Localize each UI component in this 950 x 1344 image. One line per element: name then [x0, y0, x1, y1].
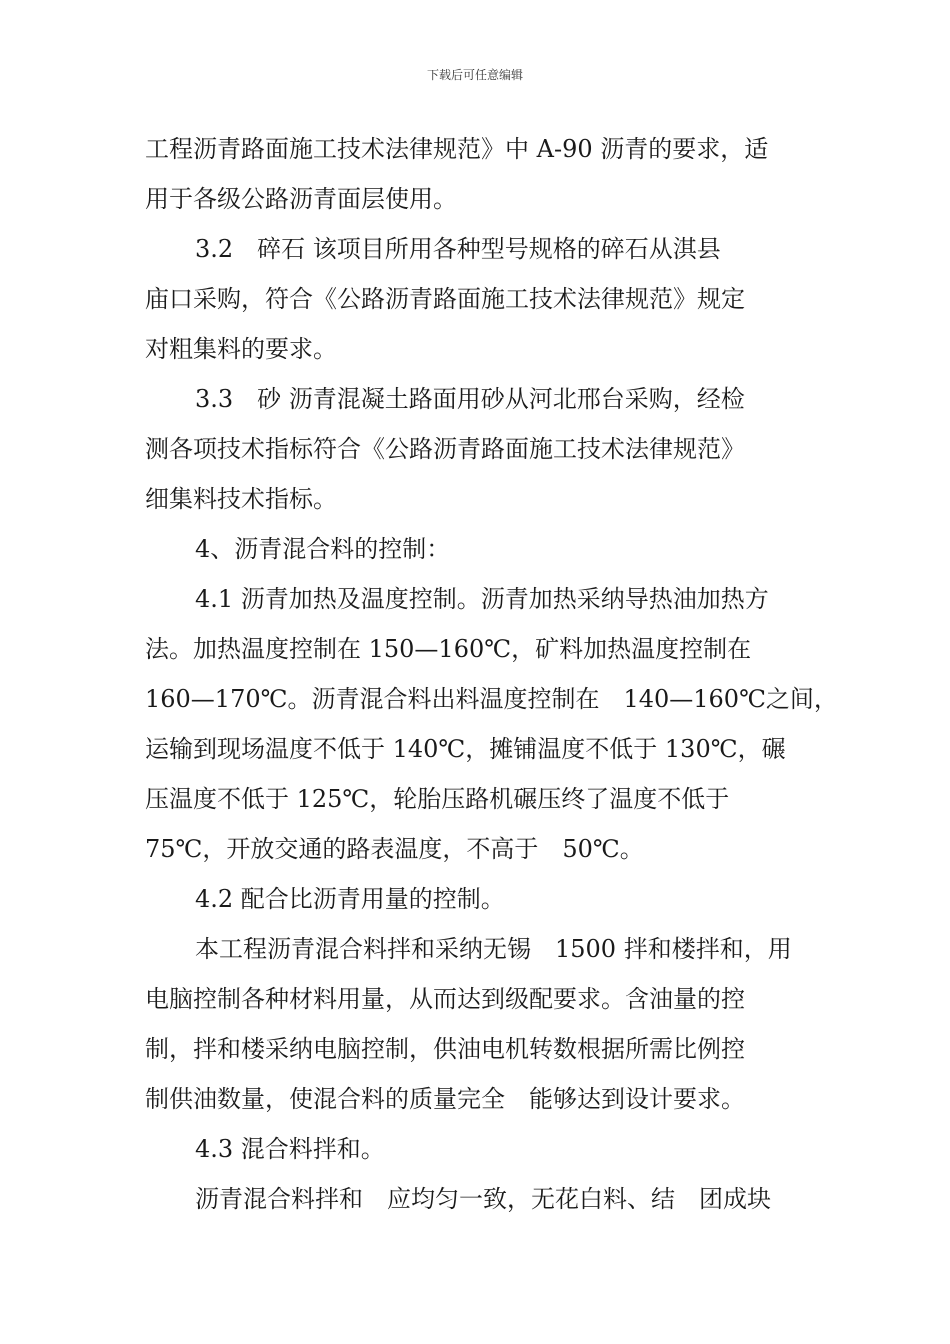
- text-line: 制，拌和楼采纳电脑控制，供油电机转数根据所需比例控: [145, 1035, 745, 1063]
- text-line: 测各项技术指标符合《公路沥青路面施工技术法律规范》: [145, 435, 745, 463]
- section-4-3-heading: 4.3 混合料拌和。: [195, 1135, 385, 1163]
- text-line: 75℃，开放交通的路表温度，不高于 50℃。: [145, 835, 644, 863]
- text-line: 本工程沥青混合料拌和采纳无锡 1500 拌和楼拌和，用: [195, 935, 792, 963]
- text-line: 对粗集料的要求。: [145, 335, 337, 363]
- text-line: 制供油数量，使混合料的质量完全 能够达到设计要求。: [145, 1085, 745, 1113]
- text-line: 运输到现场温度不低于 140℃，摊铺温度不低于 130℃，碾: [145, 735, 786, 763]
- text-line: 电脑控制各种材料用量，从而达到级配要求。含油量的控: [145, 985, 745, 1013]
- section-4-heading: 4、沥青混合料的控制：: [195, 535, 451, 563]
- text-line: 工程沥青路面施工技术法律规范》中 A-90 沥青的要求，适: [145, 135, 769, 163]
- page-header: 下载后可任意编辑: [426, 68, 523, 82]
- text-line: 沥青混合料拌和 应均匀一致，无花白料、结 团成块: [195, 1185, 771, 1213]
- section-3-2-line: 3.2 碎石 该项目所用各种型号规格的碎石从淇县: [195, 235, 721, 263]
- section-3-3-line: 3.3 砂 沥青混凝土路面用砂从河北邢台采购，经检: [195, 385, 745, 413]
- text-line: 法。加热温度控制在 150—160℃，矿料加热温度控制在: [145, 635, 752, 663]
- section-4-1-line: 4.1 沥青加热及温度控制。沥青加热采纳导热油加热方: [195, 585, 769, 613]
- text-line: 庙口采购，符合《公路沥青路面施工技术法律规范》规定: [145, 285, 745, 313]
- text-line: 用于各级公路沥青面层使用。: [145, 185, 457, 213]
- text-line: 160—170℃。沥青混合料出料温度控制在 140—160℃之间，: [145, 685, 838, 713]
- text-line: 细集料技术指标。: [145, 485, 337, 513]
- section-4-2-heading: 4.2 配合比沥青用量的控制。: [195, 885, 505, 913]
- text-line: 压温度不低于 125℃，轮胎压路机碾压终了温度不低于: [145, 785, 730, 813]
- document-body: [145, 124, 838, 1224]
